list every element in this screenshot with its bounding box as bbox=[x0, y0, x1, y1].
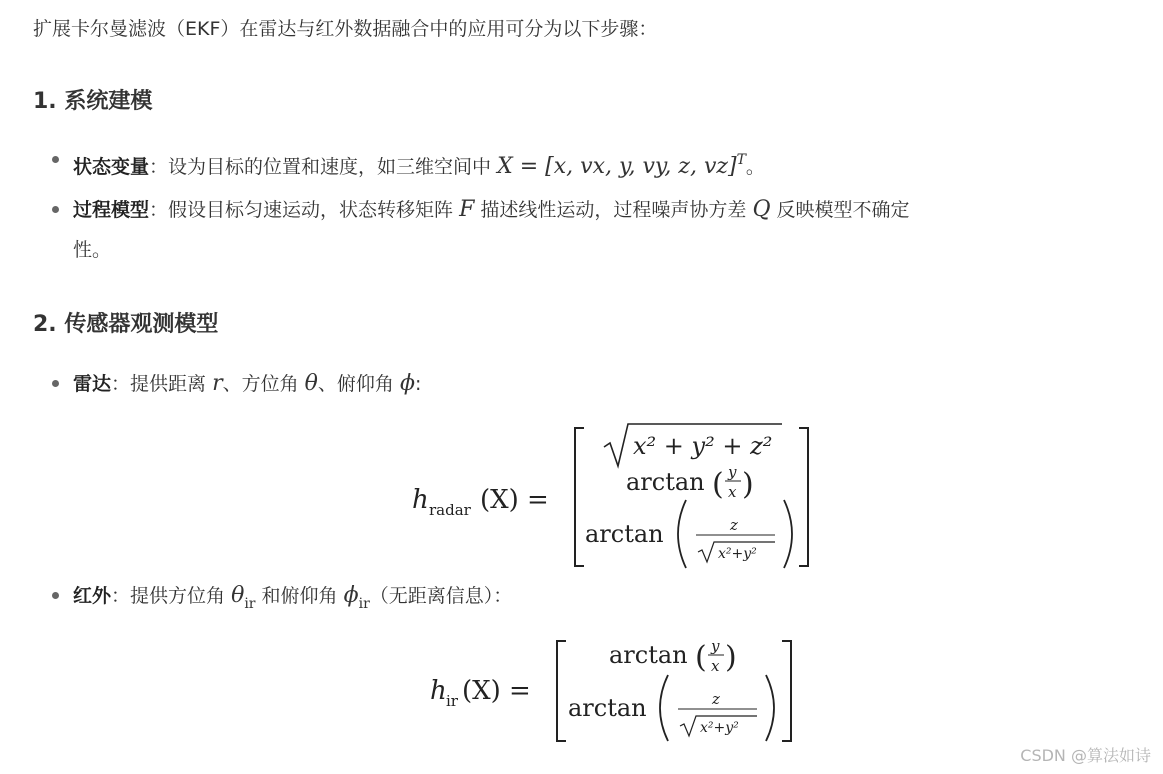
left-bracket bbox=[575, 428, 584, 566]
item-text: ：提供距离 bbox=[111, 373, 207, 395]
right-bracket bbox=[782, 641, 791, 741]
item-text: : bbox=[414, 373, 422, 395]
paren-close: ) bbox=[742, 467, 754, 502]
bullet-icon bbox=[52, 156, 59, 163]
math-var-q: Q bbox=[752, 197, 771, 222]
math-sub-ir: ir bbox=[358, 596, 370, 612]
item-text: ：假设目标匀速运动，状态转移矩阵 bbox=[149, 199, 454, 221]
item-text: 反映模型不确定 bbox=[776, 199, 910, 221]
frac-num-z: z bbox=[712, 690, 720, 708]
formula-lhs-sub: radar bbox=[429, 501, 471, 519]
item-text: 、方位角 bbox=[222, 373, 299, 395]
math-sub-ir: ir bbox=[244, 596, 256, 612]
math-var-theta: θ bbox=[304, 371, 318, 396]
item-label: 状态变量 bbox=[73, 156, 150, 178]
row1-arctan: arctan bbox=[609, 641, 688, 669]
csdn-watermark: CSDN @算法如诗 bbox=[1020, 746, 1151, 765]
state-vector-math: X = [x, vx, y, vy, z, vz] bbox=[497, 154, 737, 179]
item-text: 、俯仰角 bbox=[317, 373, 394, 395]
paren-open-large bbox=[678, 500, 686, 568]
bullet-icon bbox=[52, 592, 59, 599]
formula-lhs-arg: (X) = bbox=[480, 485, 549, 515]
formula-lhs-arg: (X) = bbox=[462, 676, 531, 706]
math-var-f: F bbox=[459, 197, 475, 222]
frac-num-y: y bbox=[711, 637, 720, 655]
frac-den-expr: x²+y² bbox=[718, 546, 757, 562]
left-bracket bbox=[557, 641, 566, 741]
formula-lhs-fn: h bbox=[412, 485, 429, 515]
ir-observation-formula bbox=[420, 635, 810, 750]
math-var-theta: θ bbox=[231, 583, 245, 608]
list-item-process-model bbox=[52, 190, 910, 270]
list-item-radar bbox=[52, 364, 421, 404]
item-label: 雷达 bbox=[73, 373, 112, 395]
frac-den-x: x bbox=[711, 657, 720, 675]
formula-lhs-sub: ir bbox=[446, 692, 458, 710]
paren-close: ) bbox=[725, 640, 737, 675]
transpose-sup: T bbox=[736, 152, 746, 168]
radar-observation-formula bbox=[400, 420, 820, 575]
intro-text: 扩展卡尔曼滤波（EKF）在雷达与红外数据融合中的应用可分为以下步骤： bbox=[33, 18, 658, 40]
paren-open: ( bbox=[695, 640, 707, 675]
item-text: 和俯仰角 bbox=[261, 585, 338, 607]
paren-close-large bbox=[784, 500, 792, 568]
item-label: 过程模型 bbox=[73, 199, 150, 221]
math-var-phi: ϕ bbox=[399, 371, 415, 396]
math-var-r: r bbox=[212, 371, 223, 396]
formula-lhs-fn: h bbox=[430, 676, 447, 706]
item-text: ：提供方位角 bbox=[111, 585, 226, 607]
frac-num-y: y bbox=[728, 463, 737, 481]
item-tail: 。 bbox=[745, 156, 765, 178]
list-item-infrared bbox=[52, 576, 512, 624]
paren-open-large bbox=[660, 675, 668, 741]
frac-den-expr: x²+y² bbox=[700, 720, 739, 736]
item-text: ：设为目标的位置和速度，如三维空间中 bbox=[149, 156, 492, 178]
bullet-icon bbox=[52, 206, 59, 213]
right-bracket bbox=[799, 428, 808, 566]
section-heading-sensor-model: 2. 传感器观测模型 bbox=[33, 312, 219, 337]
row2-arctan: arctan bbox=[626, 468, 705, 496]
item-text: （无距离信息）： bbox=[369, 585, 513, 607]
row2-arctan: arctan bbox=[568, 694, 647, 722]
row3-arctan: arctan bbox=[585, 520, 664, 548]
row1-expression: x² + y² + z² bbox=[633, 432, 773, 460]
item-text: 描述线性运动，过程噪声协方差 bbox=[480, 199, 747, 221]
math-var-phi: ϕ bbox=[343, 583, 359, 608]
list-item-state-variable bbox=[52, 140, 765, 187]
section-heading-system-modeling: 1. 系统建模 bbox=[33, 89, 153, 114]
bullet-icon bbox=[52, 380, 59, 387]
item-text-continued: 性。 bbox=[73, 239, 112, 261]
frac-den-x: x bbox=[728, 483, 737, 501]
paren-close-large bbox=[766, 675, 774, 741]
paren-open: ( bbox=[712, 467, 724, 502]
item-label: 红外 bbox=[73, 585, 112, 607]
frac-num-z: z bbox=[730, 516, 738, 534]
